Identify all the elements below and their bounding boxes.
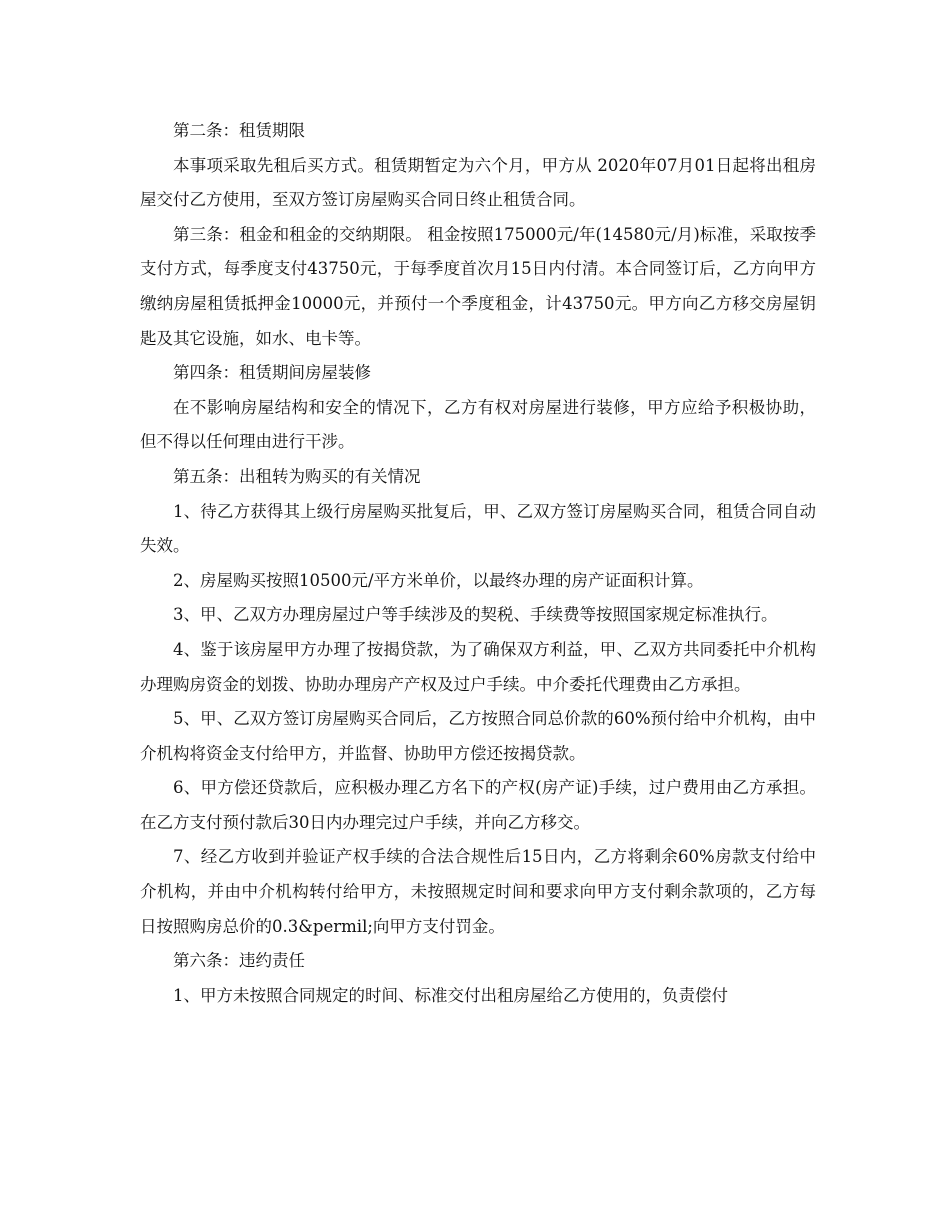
clause-5-6: 6、甲方偿还贷款后，应积极办理乙方名下的产权(房产证)手续，过户费用由乙方承担。在乙方支付预付款后30日内办理完过户手续，并向乙方移交。: [140, 778, 816, 832]
paragraph-lease-term: 本事项采取先租后买方式。租赁期暂定为六个月，甲方从 2020年07月01日起将出租房屋交付乙方使用，至双方签订房屋购买合同日终止租赁合同。: [140, 155, 816, 210]
paragraph-rent-payment: 第三条：租金和租金的交纳期限。 租金按照175000元/年(14580元/月)标准，采取按季支付方式，每季度支付43750元，于每季度首次月15日内付清。本合同签订后，乙方向甲方缴纳房屋租赁抵押金10000元，并预付一个季度租金，计43750元。甲方向乙方移交房屋钥匙及其它设施，如水、电卡等。: [140, 224, 816, 348]
clause-6-1: 1、甲方未按照合同规定的时间、标准交付出租房屋给乙方使用的，负责偿付: [173, 985, 728, 1005]
heading-article-6: 第六条：违约责任: [173, 951, 305, 971]
contract-page: [140, 114, 816, 1013]
clause-5-1: 1、待乙方获得其上级行房屋购买批复后，甲、乙双方签订房屋购买合同，租赁合同自动失效。: [140, 501, 816, 556]
clause-5-5: 5、甲、乙双方签订房屋购买合同后，乙方按照合同总价款的60%预付给中介机构，由中介机构将资金支付给甲方，并监督、协助甲方偿还按揭贷款。: [140, 709, 816, 763]
heading-article-4: 第四条：租赁期间房屋装修: [173, 363, 371, 383]
clause-5-2: 2、房屋购买按照10500元/平方米单价，以最终办理的房产证面积计算。: [173, 570, 704, 590]
clause-5-4: 4、鉴于该房屋甲方办理了按揭贷款，为了确保双方利益，甲、乙双方共同委托中介机构办理购房资金的划拨、协助办理房产产权及过户手续。中介委托代理费由乙方承担。: [140, 639, 816, 694]
heading-article-5: 第五条：出租转为购买的有关情况: [173, 466, 421, 486]
clause-5-7: 7、经乙方收到并验证产权手续的合法合规性后15日内，乙方将剩余60%房款支付给中介机构，并由中介机构转付给甲方，未按照规定时间和要求向甲方支付剩余款项的，乙方每日按照购房总价的0.3&permil;向甲方支付罚金。: [140, 847, 816, 936]
paragraph-renovation: 在不影响房屋结构和安全的情况下，乙方有权对房屋进行装修，甲方应给予积极协助，但不得以任何理由进行干涉。: [140, 397, 816, 452]
clause-5-3: 3、甲、乙双方办理房屋过户等手续涉及的契税、手续费等按照国家规定标准执行。: [173, 605, 778, 625]
heading-article-2: 第二条：租赁期限: [173, 121, 305, 140]
